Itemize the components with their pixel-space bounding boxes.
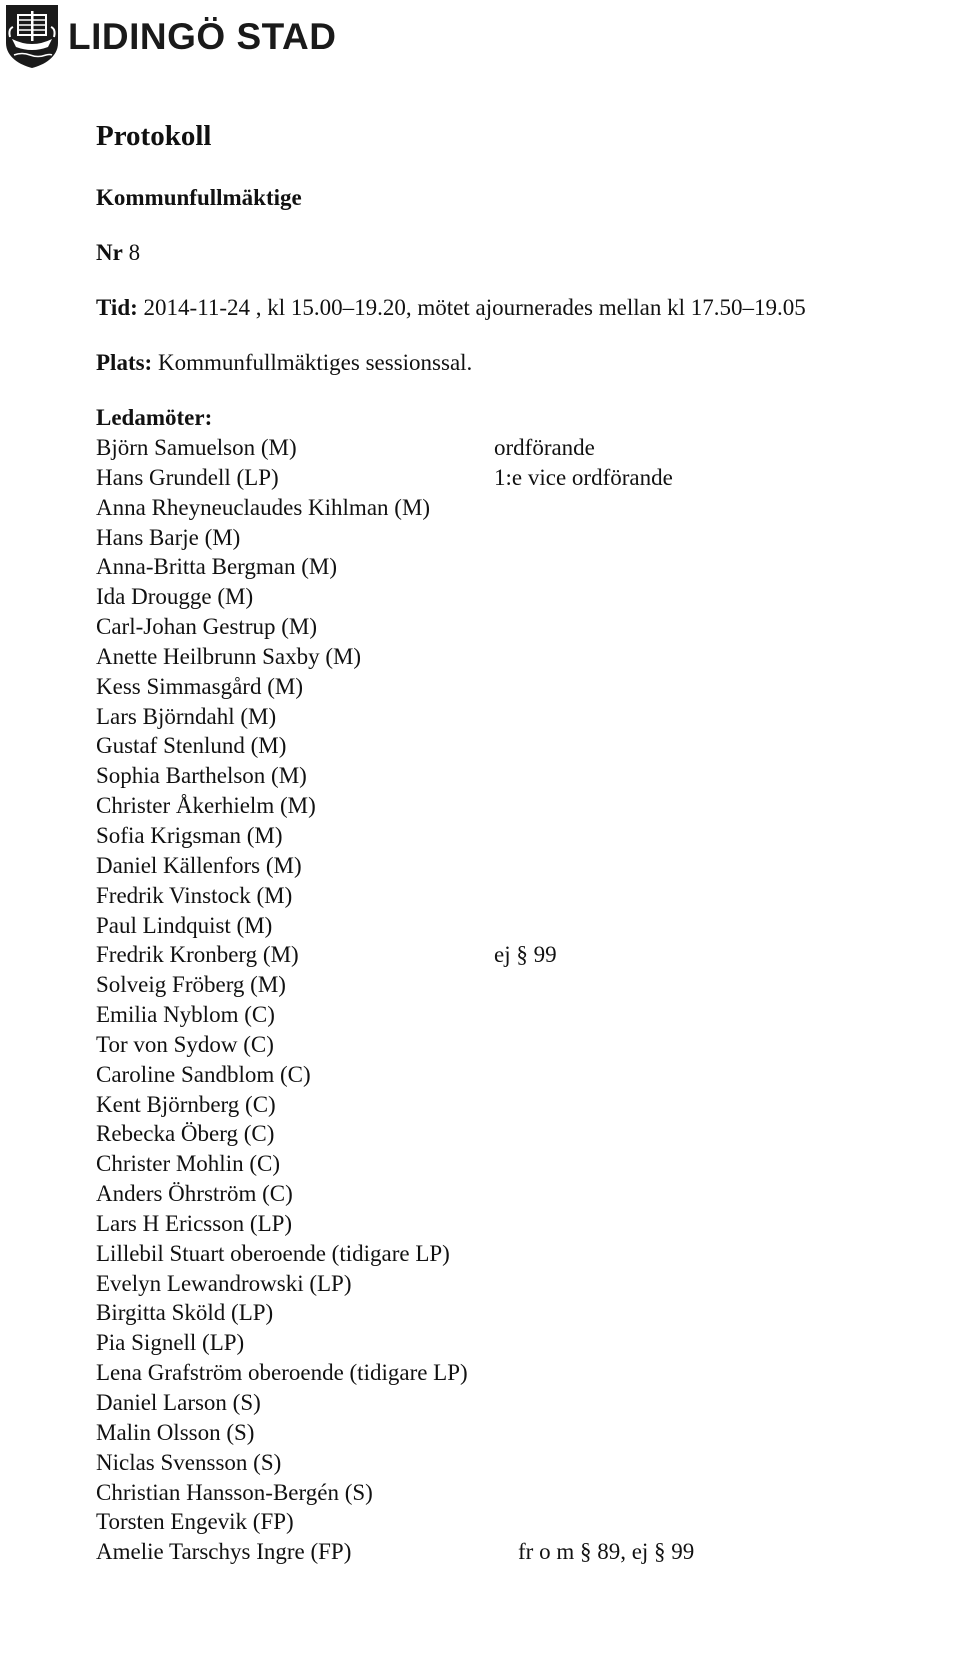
- member-name: Christer Mohlin (C): [96, 1151, 280, 1177]
- member-row: [96, 970, 916, 1000]
- member-name: Lars Björndahl (M): [96, 703, 277, 729]
- member-row: [96, 1298, 916, 1328]
- member-name: Fredrik Vinstock (M): [96, 882, 293, 908]
- member-row: [96, 612, 916, 642]
- member-row: [96, 1239, 916, 1269]
- member-name: Torsten Engevik (FP): [96, 1509, 294, 1535]
- member-name: Hans Barje (M): [96, 524, 241, 550]
- members-heading: Ledamöter:: [96, 405, 213, 430]
- member-name: Anders Öhrström (C): [96, 1181, 293, 1207]
- member-name: Paul Lindquist (M): [96, 912, 273, 938]
- member-row: [96, 881, 916, 911]
- member-name: Hans Grundell (LP): [96, 464, 279, 490]
- member-name: Malin Olsson (S): [96, 1419, 255, 1445]
- member-name: Lena Grafström oberoende (tidigare LP): [96, 1360, 468, 1386]
- member-name: Ida Drougge (M): [96, 584, 254, 610]
- place-label: Plats:: [96, 350, 153, 375]
- member-name: Carl-Johan Gestrup (M): [96, 614, 318, 640]
- member-name: Kess Simmasgård (M): [96, 673, 303, 699]
- place-value: Kommunfullmäktiges sessionssal.: [157, 350, 473, 375]
- member-name: Sophia Barthelson (M): [96, 763, 307, 789]
- member-row: [96, 1090, 916, 1120]
- member-name: Birgitta Sköld (LP): [96, 1300, 274, 1326]
- member-row: [96, 642, 916, 672]
- member-row: [96, 582, 916, 612]
- member-name: Fredrik Kronberg (M): [96, 942, 299, 968]
- member-row: [96, 433, 916, 463]
- member-row: [96, 1269, 916, 1299]
- member-name: Caroline Sandblom (C): [96, 1061, 311, 1087]
- brand-name: LIDINGÖ STAD: [68, 15, 337, 57]
- member-note: fr o m § 89, ej § 99: [518, 1539, 695, 1565]
- member-row: [96, 1448, 916, 1478]
- member-row: [96, 1119, 916, 1149]
- member-name: Evelyn Lewandrowski (LP): [96, 1270, 352, 1296]
- member-name: Anna Rheyneuclaudes Kihlman (M): [96, 494, 431, 520]
- member-name: Pia Signell (LP): [96, 1330, 245, 1356]
- member-name: Solveig Fröberg (M): [96, 972, 286, 998]
- member-row: [96, 1030, 916, 1060]
- member-name: Emilia Nyblom (C): [96, 1002, 275, 1028]
- meeting-time: [96, 293, 806, 323]
- member-name: Christer Åkerhielm (M): [96, 793, 316, 819]
- member-row: [96, 731, 916, 761]
- member-row: [96, 761, 916, 791]
- member-name: Amelie Tarschys Ingre (FP): [96, 1539, 352, 1565]
- page-header: [4, 2, 336, 70]
- member-name: Rebecka Öberg (C): [96, 1121, 275, 1147]
- member-row: [96, 702, 916, 732]
- time-label: Tid:: [96, 295, 138, 320]
- member-note: ej § 99: [494, 942, 557, 968]
- member-row: [96, 821, 916, 851]
- member-row: [96, 1000, 916, 1030]
- member-row: [96, 1418, 916, 1448]
- member-name: Björn Samuelson (M): [96, 435, 297, 460]
- member-row: [96, 1537, 916, 1567]
- body-name: Kommunfullmäktige: [96, 185, 302, 210]
- member-row: [96, 1478, 916, 1508]
- member-row: [96, 1358, 916, 1388]
- member-row: [96, 851, 916, 881]
- member-name: Sofia Krigsman (M): [96, 822, 283, 848]
- member-row: [96, 1179, 916, 1209]
- document-title: Protokoll: [96, 120, 212, 152]
- member-row: [96, 940, 916, 970]
- members-list: [96, 433, 916, 1567]
- member-note: ordförande: [494, 435, 595, 460]
- member-row: [96, 523, 916, 553]
- member-row: [96, 1328, 916, 1358]
- member-name: Daniel Larson (S): [96, 1390, 261, 1415]
- member-name: Kent Björnberg (C): [96, 1091, 276, 1117]
- nr-value: 8: [128, 240, 141, 265]
- member-row: [96, 463, 916, 493]
- member-row: [96, 493, 916, 523]
- meeting-place: [96, 348, 472, 378]
- member-name: Gustaf Stenlund (M): [96, 733, 287, 759]
- viking-ship-logo-icon: [4, 3, 60, 69]
- member-row: [96, 552, 916, 582]
- member-name: Lars H Ericsson (LP): [96, 1210, 293, 1236]
- member-row: [96, 1060, 916, 1090]
- member-row: [96, 1507, 916, 1537]
- nr-label: Nr: [96, 240, 123, 265]
- member-name: Anna-Britta Bergman (M): [96, 554, 338, 580]
- member-name: Lillebil Stuart oberoende (tidigare LP): [96, 1240, 450, 1266]
- member-name: Christian Hansson-Bergén (S): [96, 1479, 373, 1505]
- member-name: Anette Heilbrunn Saxby (M): [96, 643, 362, 669]
- member-name: Daniel Källenfors (M): [96, 852, 302, 878]
- meeting-number: [96, 238, 140, 268]
- member-name: Tor von Sydow (C): [96, 1031, 274, 1057]
- member-row: [96, 1149, 916, 1179]
- member-row: [96, 791, 916, 821]
- member-row: [96, 1209, 916, 1239]
- member-note: 1:e vice ordförande: [494, 464, 673, 490]
- member-row: [96, 911, 916, 941]
- member-name: Niclas Svensson (S): [96, 1449, 282, 1475]
- time-value: 2014-11-24 , kl 15.00–19.20, mötet ajournerades mellan kl 17.50–19.05: [143, 295, 806, 320]
- member-row: [96, 672, 916, 702]
- member-row: [96, 1388, 916, 1418]
